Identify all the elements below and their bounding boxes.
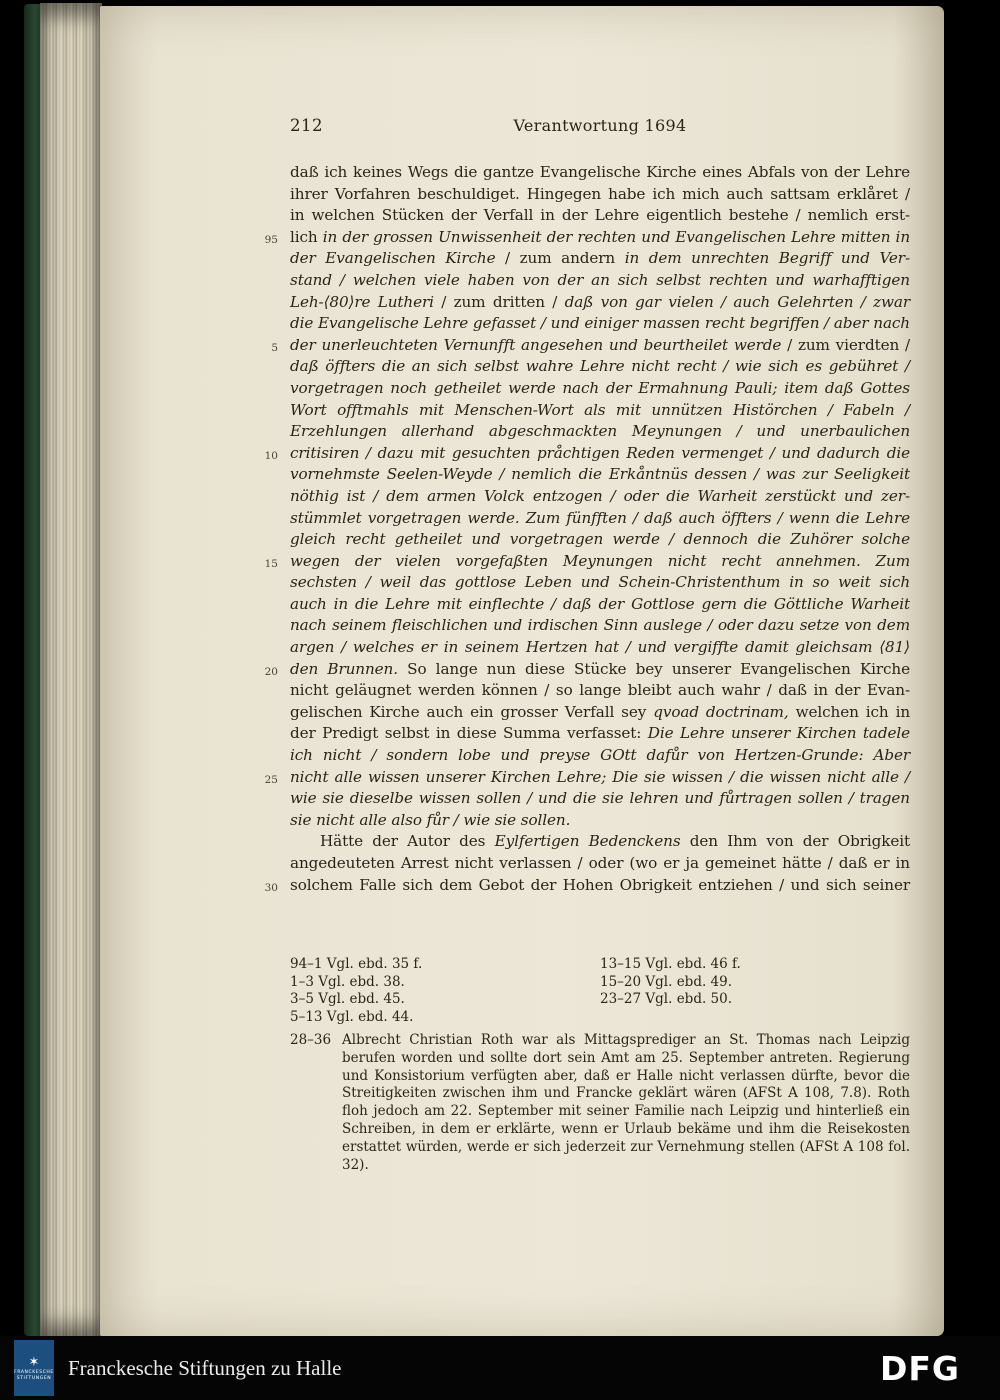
line-text: der unerleuchteten Vernunfft angesehen und beurtheilet werde / zum vierdten / (290, 335, 910, 354)
body-lines (250, 162, 910, 896)
text-line (250, 810, 910, 832)
line-number (250, 421, 278, 443)
text-line (250, 572, 910, 594)
dfg-logo: DFG (879, 1348, 960, 1388)
text-line (250, 270, 910, 292)
footnote-column-1 (290, 956, 600, 1026)
footnote-item: 1–3 Vgl. ebd. 38. (290, 973, 405, 990)
text-line (250, 637, 910, 659)
text-line (250, 421, 910, 443)
line-number (250, 723, 278, 745)
line-number: 20 (264, 665, 278, 678)
line-number (250, 464, 278, 486)
viewer-footer (0, 1336, 1000, 1400)
line-text: ihrer Vorfahren beschuldiget. Hingegen habe ich mich auch sattsam erklåret / (290, 184, 910, 203)
line-text: nöthig ist / dem armen Volck entzogen / oder die Warheit zerstückt und zer- (290, 486, 910, 505)
running-title: Verantwortung 1694 (513, 116, 687, 135)
text-line (250, 702, 910, 724)
text-line (250, 356, 910, 378)
text-line (250, 615, 910, 637)
line-text: wie sie dieselbe wissen sollen / und die sie lehren und fůrtragen sollen / tragen (290, 789, 910, 808)
text-line (250, 508, 910, 530)
line-number (250, 637, 278, 659)
line-number: 95 (264, 233, 278, 246)
logo-text-line2: STIFTUNGEN (16, 1375, 52, 1381)
footnote-columns (290, 956, 910, 1026)
line-text: critisiren / dazu mit gesuchten pråchtigen Reden vermenget / und dadurch die (290, 443, 910, 462)
eagle-icon: ✶ (28, 1354, 40, 1370)
line-text: angedeuteten Arrest nicht verlassen / oder (wo er ja gemeinet hätte / daß er in (290, 854, 910, 872)
line-number: 25 (264, 773, 278, 786)
line-text: nicht geläugnet werden können / so lange bleibt auch wahr / daß in der Evan- (290, 681, 910, 700)
line-text: gleich recht getheilet und vorgetragen werde / dennoch die Zuhörer solche (290, 530, 910, 549)
text-line (250, 680, 910, 702)
text-line (250, 205, 910, 227)
line-number (250, 702, 278, 724)
line-number (250, 313, 278, 335)
footnote-item: 5–13 Vgl. ebd. 44. (290, 1008, 414, 1025)
franckesche-stiftungen-logo (14, 1340, 54, 1396)
text-line (250, 831, 910, 853)
line-number (250, 529, 278, 551)
line-text: in welchen Stücken der Verfall in der Lehre eigentlich bestehe / nemlich erst- (290, 206, 910, 225)
line-number: 10 (264, 449, 278, 462)
line-text: ich nicht / sondern lobe und preyse GOtt dafůr von Hertzen-Grunde: Aber (290, 746, 910, 765)
line-text: daß öffters die an sich selbst wahre Lehre nicht recht / wie sich es gebühret / (290, 357, 910, 376)
text-line (250, 248, 910, 270)
text-line (250, 227, 910, 249)
line-number (250, 248, 278, 270)
line-number (250, 572, 278, 594)
line-number (250, 205, 278, 227)
text-line (250, 162, 910, 184)
line-text: wegen der vielen vorgefaßten Meynungen nicht recht annehmen. Zum (290, 551, 910, 570)
footnote-note-label: 28–36 (290, 1032, 332, 1048)
text-line (250, 313, 910, 335)
line-number (250, 356, 278, 378)
line-number (250, 508, 278, 530)
line-text: nicht alle wissen unserer Kirchen Lehre; Die sie wissen / die wissen nicht alle / (290, 767, 910, 786)
line-number (250, 745, 278, 767)
line-number: 15 (264, 557, 278, 570)
text-line (250, 529, 910, 551)
line-text: der Predigt selbst in diese Summa verfasset: Die Lehre unserer Kirchen tadele (290, 724, 910, 743)
book-page (100, 6, 944, 1336)
line-number (250, 162, 278, 184)
text-line (250, 551, 910, 573)
line-number (250, 788, 278, 810)
text-line (250, 443, 910, 465)
text-line (250, 745, 910, 767)
text-line (250, 723, 910, 745)
text-line (250, 875, 910, 897)
page-number: 212 (290, 116, 323, 135)
text-line (250, 659, 910, 681)
line-text: der Evangelischen Kirche / zum andern in dem unrechten Begriff und Ver- (290, 249, 910, 268)
footnote-item: 94–1 Vgl. ebd. 35 f. (290, 956, 423, 972)
footnote-item: 13–15 Vgl. ebd. 46 f. (600, 956, 741, 972)
footnote-item: 15–20 Vgl. ebd. 49. (600, 973, 733, 990)
line-text: vorgetragen noch getheilet werde nach der Ermahnung Pauli; item daß Gottes (290, 378, 910, 397)
line-number (250, 270, 278, 292)
line-text: nach seinem fleischlichen und irdischen Sinn auslege / oder dazu setze von dem (290, 616, 910, 635)
text-line (250, 184, 910, 206)
logo-text-line1: FRANCKESCHE (14, 1369, 54, 1375)
text-line (250, 853, 910, 875)
line-text: sie nicht alle also fůr / wie sie sollen. (290, 810, 571, 829)
footnote-item: 3–5 Vgl. ebd. 45. (290, 991, 405, 1008)
line-number (250, 853, 278, 875)
line-number: 5 (271, 341, 278, 354)
line-number (250, 400, 278, 422)
line-number (250, 594, 278, 616)
line-number (250, 615, 278, 637)
line-number: 30 (264, 881, 278, 894)
text-line (250, 464, 910, 486)
line-text: Erzehlungen allerhand abgeschmackten Meynungen / und unerbaulichen (290, 422, 910, 441)
text-line (250, 378, 910, 400)
line-text: Wort offtmahls mit Menschen-Wort als mit unnützen Histörchen / Fabeln / (290, 400, 910, 419)
text-line (250, 594, 910, 616)
text-line (250, 767, 910, 789)
text-line (250, 400, 910, 422)
line-text: lich in der grossen Unwissenheit der rechten und Evangelischen Lehre mitten in (290, 227, 910, 246)
line-number (250, 486, 278, 508)
line-number (250, 292, 278, 314)
line-text: auch in die Lehre mit einflechte / daß der Gottlose gern die Göttliche Warheit (290, 594, 910, 613)
line-text: Hätte der Autor des Eylfertigen Bedenckens den Ihm von der Obrigkeit (320, 832, 910, 851)
text-line (250, 292, 910, 314)
footnote-column-2 (600, 956, 910, 1026)
line-number (250, 810, 278, 832)
line-number (250, 378, 278, 400)
line-text: stümmlet vorgetragen werde. Zum fünfften / daß auch öffters / wenn die Lehre (290, 508, 910, 527)
line-text: daß ich keines Wegs die gantze Evangelische Kirche eines Abfals von der Lehre (290, 163, 910, 181)
line-text: solchem Falle sich dem Gebot der Hohen Obrigkeit entziehen / und sich seiner (290, 875, 910, 894)
footnote-note (290, 1032, 910, 1174)
line-text: die Evangelische Lehre gefasset / und einiger massen recht begriffen / aber nach (290, 314, 910, 333)
line-text: sechsten / weil das gottlose Leben und Schein-Christenthum in so weit sich (290, 573, 910, 592)
text-line (250, 788, 910, 810)
line-text: den Brunnen. So lange nun diese Stücke bey unserer Evangelischen Kirche (290, 659, 910, 678)
library-name: Franckesche Stiftungen zu Halle (68, 1355, 342, 1380)
line-text: argen / welches er in seinem Hertzen hat / und vergiffte damit gleichsam ⟨81⟩ (290, 638, 910, 657)
line-text: Leh-⟨80⟩re Lutheri / zum dritten / daß von gar vielen / auch Gelehrten / zwar (290, 292, 910, 311)
line-number (250, 680, 278, 702)
footnote-note-text: Albrecht Christian Roth war als Mittagsprediger an St. Thomas nach Leipzig berufen worden und sollte dort sein Amt am 25. September antreten. Regierung und Konsistorium verfügten aber, daß er Halle nicht verlassen dürfte, bevor die Streitigkeiten zwischen ihm und Francke geklärt wären (AFSt A 108, 7.8). Roth floh jedoch am 22. September mit seiner Familie nach Leipzig und hinterließ ein Schreiben, in dem er erklärte, wenn er Urlaub bekäme und ihm die Reisekosten erstattet würden, werde er sich jederzeit zur Vernehmung stellen (AFSt A 108 fol. 32). (342, 1032, 910, 1173)
page-header (290, 116, 910, 140)
page-stack-edges (40, 3, 102, 1337)
text-line (250, 486, 910, 508)
line-number (250, 184, 278, 206)
line-text: vornehmste Seelen-Weyde / nemlich die Erkåntnüs dessen / was zur Seeligkeit (290, 465, 910, 484)
footnote-item: 23–27 Vgl. ebd. 50. (600, 991, 733, 1008)
text-line (250, 335, 910, 357)
line-number (250, 831, 278, 853)
line-text: stand / welchen viele haben von der an sich selbst rechten und warhafftigen (290, 270, 910, 289)
line-text: gelischen Kirche auch ein grosser Verfall sey qvoad doctrinam, welchen ich in (290, 702, 911, 721)
